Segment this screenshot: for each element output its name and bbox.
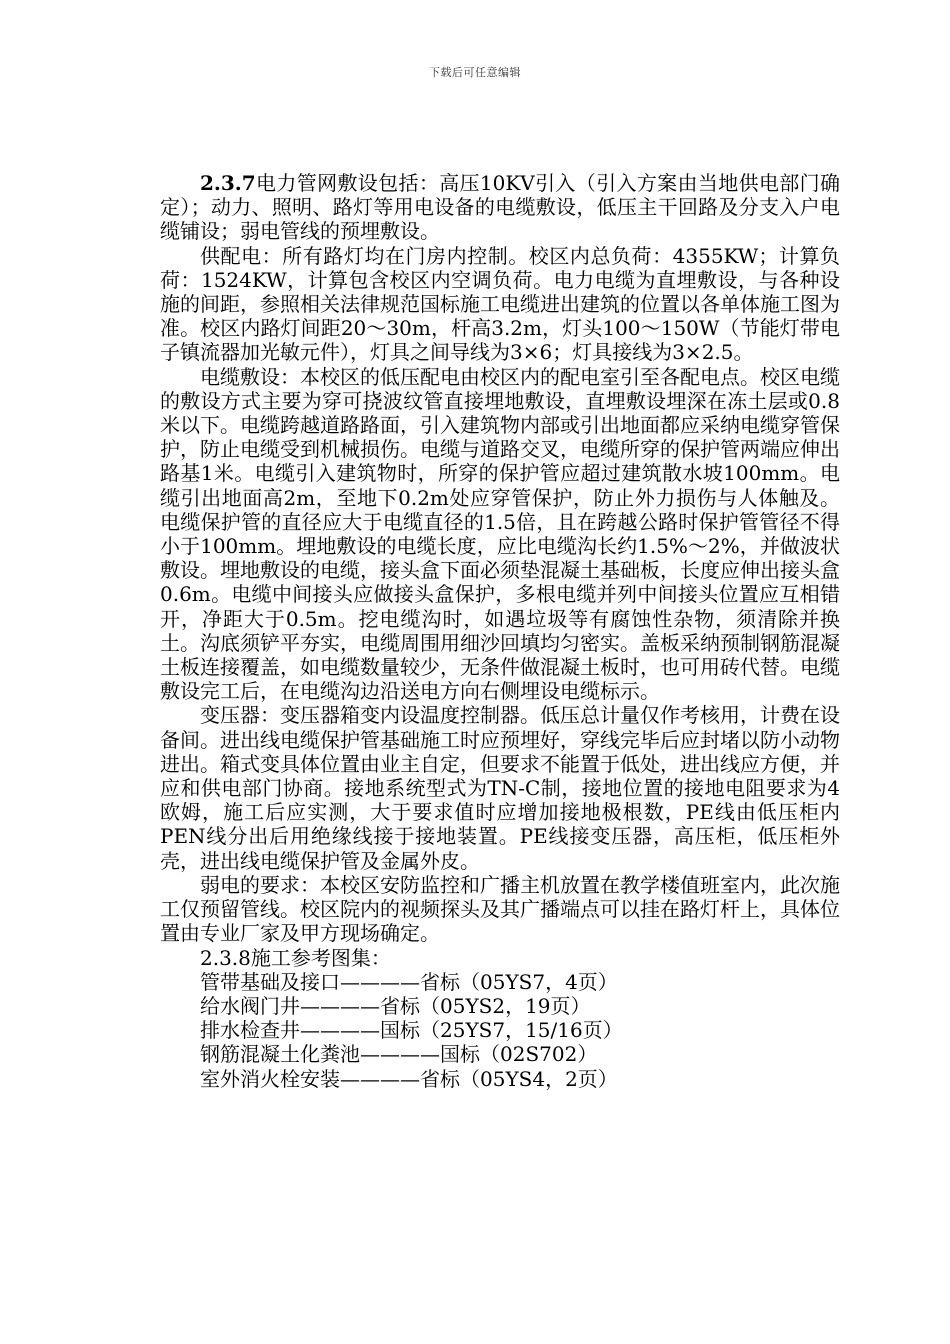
intro-text: 电力管网敷设包括：高压10KV引入（引入方案由当地供电部门确定）；动力、照明、路灯等用电设备的电缆敷设，低压主干回路及分支入户电缆铺设；弱电管线的预埋敷设。: [160, 171, 840, 244]
paragraph-transformer: 变压器：变压器箱变内设温度控制器。低压总计量仅作考核用，计费在设备间。进出线电缆保护管基础施工时应预埋好，穿线完毕后应封堵以防小动物进出。箱式变具体位置由业主自定，但要求不能置于低处，进出线应方便，并应和供电部门协商。接地系统型式为TN-C制，接地位置的接地电阻要求为4欧姆，施工后应实测，大于要求值时应增加接地极根数，PE线由低压柜内PEN线分出后用绝缘线接于接地装置。PE线接变压器，高压柜，低压柜外壳，进出线电缆保护管及金属外皮。: [160, 703, 840, 873]
list-item: 管带基础及接口————省标（05YS7，4页）: [200, 969, 618, 994]
reference-atlas-list: [160, 970, 840, 1091]
section-number-2-3-8: 2.3.8: [200, 945, 251, 970]
list-item: 室外消火栓安装————省标（05YS4，2页）: [200, 1066, 618, 1091]
paragraph-weak-current: 弱电的要求：本校区安防监控和广播主机放置在教学楼值班室内，此次施工仅预留管线。校区院内的视频探头及其广播端点可以挂在路灯杆上，具体位置由专业厂家及甲方现场确定。: [160, 872, 840, 946]
section-2-3-8-heading: [160, 946, 840, 970]
document-body: [160, 171, 840, 1091]
page-header: 下载后可任意编辑: [429, 66, 521, 79]
paragraph-power-supply: 供配电：所有路灯均在门房内控制。校区内总负荷：4355KW；计算负荷：1524KW，计算包含校区内空调负荷。电力电缆为直埋敷设，与各种设施的间距，参照相关法律规范国标施工电缆进出建筑的位置以各单体施工图为准。校区内路灯间距20～30m，杆高3.2m，灯头100～150W（节能灯带电子镇流器加光敏元件），灯具之间导线为3×6；灯具接线为3×2.5。: [160, 243, 840, 365]
list-item: 排水检查井————国标（25YS7，15/16页）: [200, 1018, 623, 1043]
list-item: 给水阀门井————省标（05YS2，19页）: [200, 993, 591, 1018]
paragraph-cable-laying: 电缆敷设：本校区的低压配电由校区内的配电室引至各配电点。校区电缆的敷设方式主要为穿可挠波纹管直接埋地敷设，直埋敷设埋深在冻土层或0.8米以下。电缆跨越道路路面，引入建筑物内部或引出地面都应采纳电缆穿管保护，防止电缆受到机械损伤。电缆与道路交叉，电缆所穿的保护管两端应伸出路基1米。电缆引入建筑物时，所穿的保护管应超过建筑散水坡100mm。电缆引出地面高2m，至地下0.2m处应穿管保护，防止外力损伤与人体触及。电缆保护管的直径应大于电缆直径的1.5倍，且在跨越公路时保护管管径不得小于100mm。埋地敷设的电缆长度，应比电缆沟长约1.5%～2%，并做波状敷设。埋地敷设的电缆，接头盒下面必须垫混凝土基础板，长度应伸出接头盒0.6m。电缆中间接头应做接头盒保护，多根电缆并列中间接头位置应互相错开，净距大于0.5m。挖电缆沟时，如遇垃圾等有腐蚀性杂物，须清除并换土。沟底须铲平夯实，电缆周围用细沙回填均匀密实。盖板采纳预制钢筋混凝土板连接覆盖，如电缆数量较少，无条件做混凝土板时，也可用砖代替。电缆敷设完工后，在电缆沟边沿送电方向右侧埋设电缆标示。: [160, 364, 840, 704]
section-2-3-8-title: 施工参考图集：: [250, 945, 391, 970]
paragraph-2-3-7-intro: [160, 171, 840, 244]
section-number-2-3-7: 2.3.7: [200, 171, 256, 195]
list-item: 钢筋混凝土化粪池————国标（02S702）: [200, 1042, 598, 1067]
